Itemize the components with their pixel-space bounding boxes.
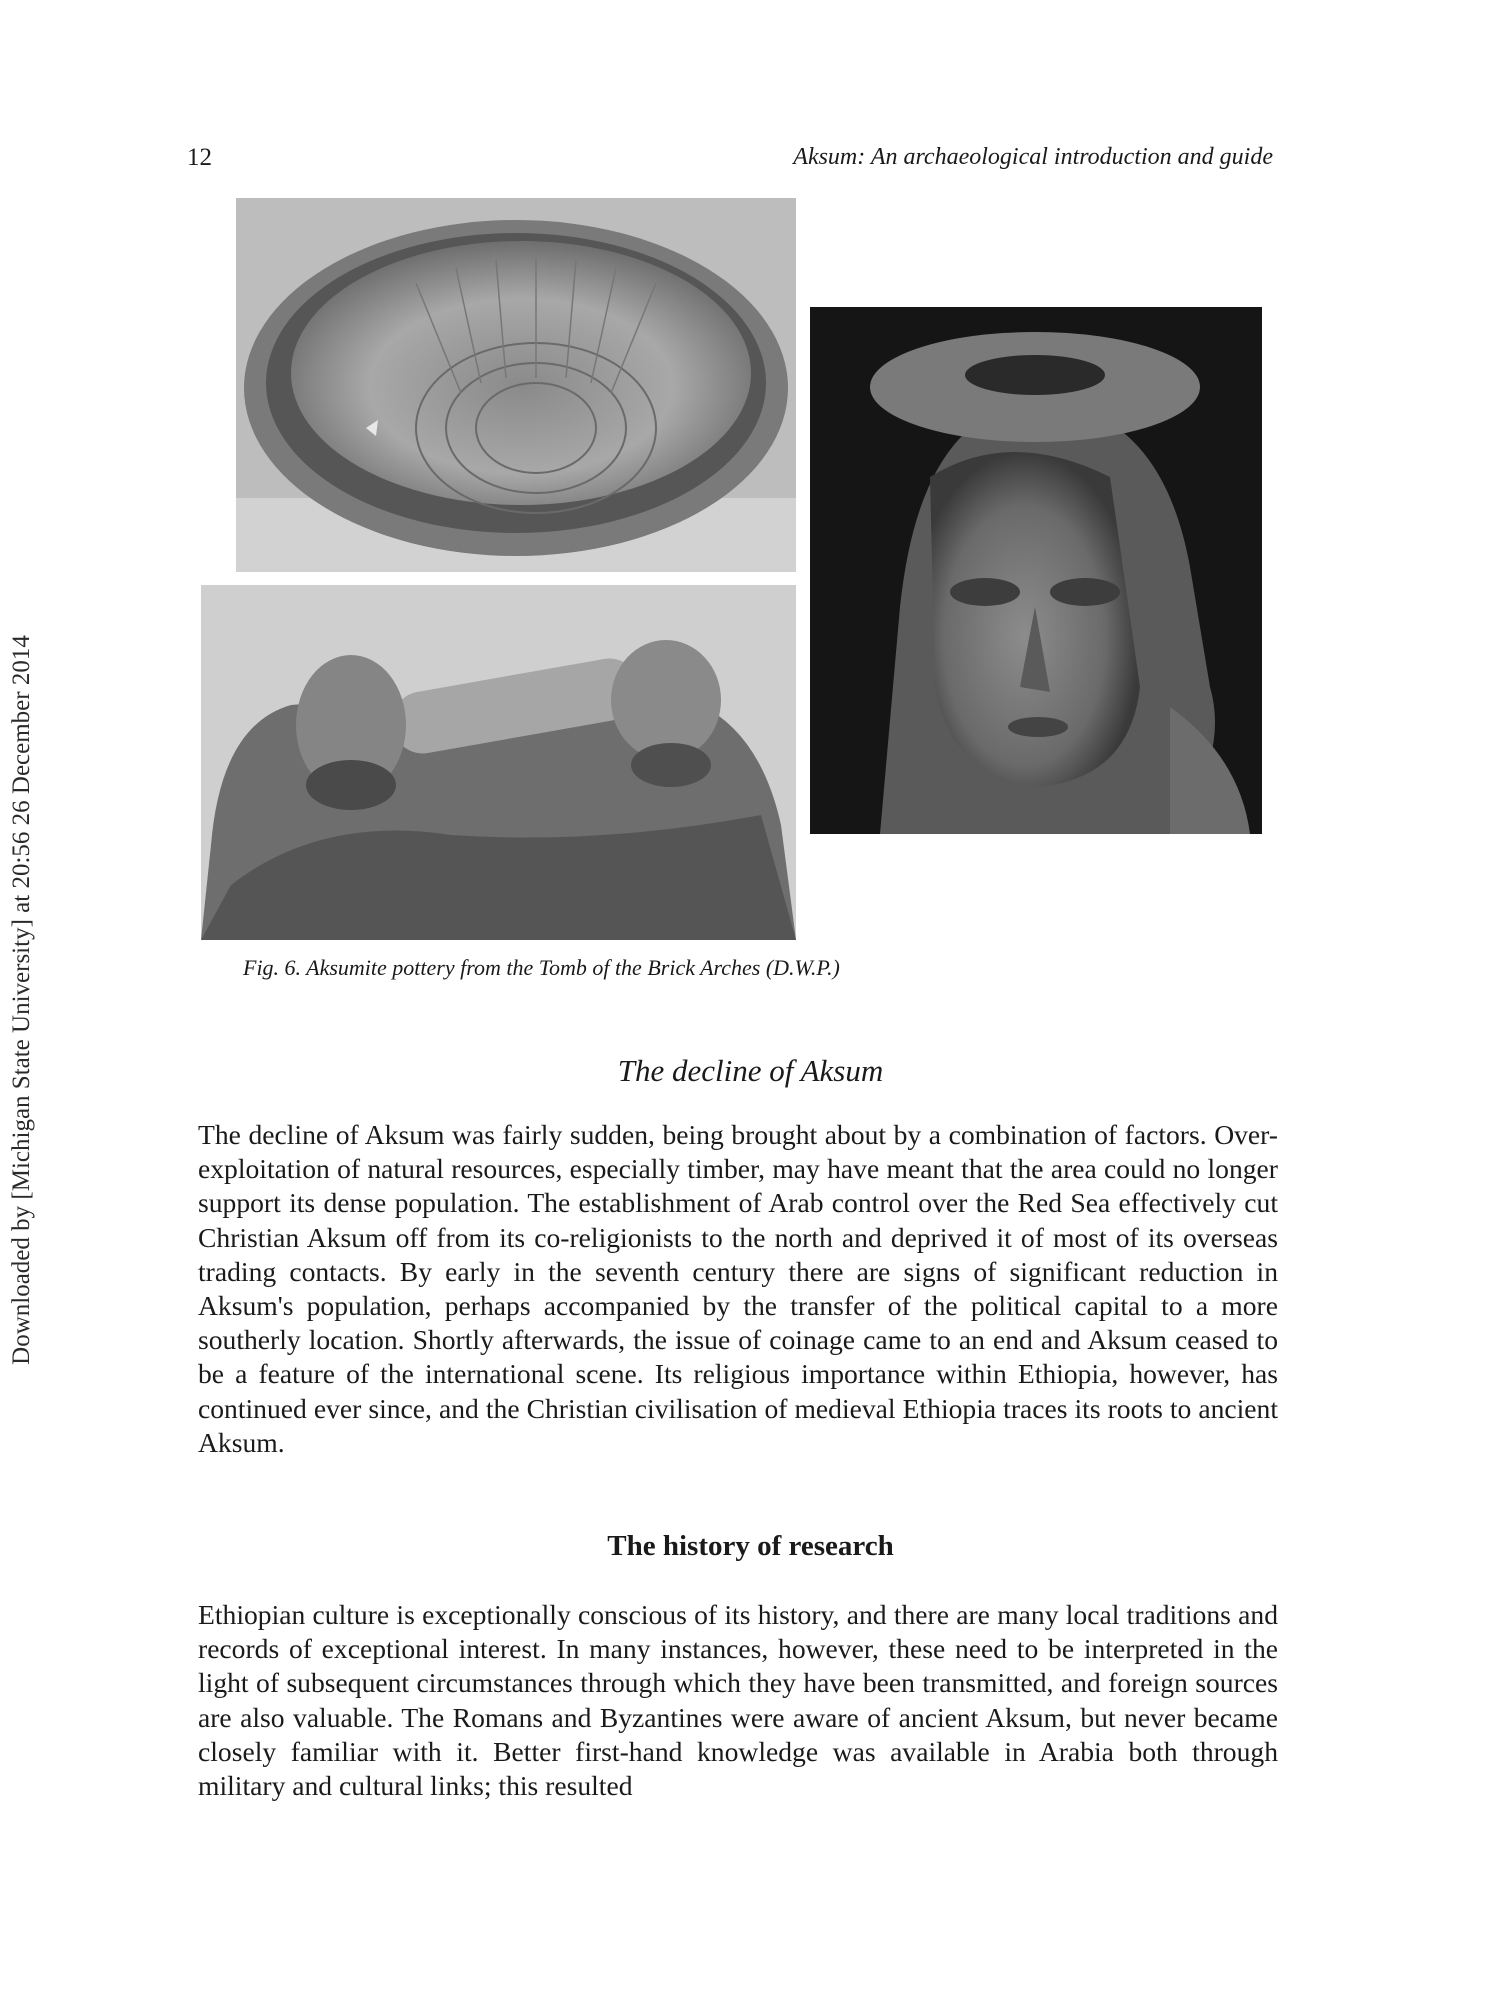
section-title-history: The history of research: [607, 1530, 894, 1562]
pottery-object-with-handle-photo: [201, 585, 796, 940]
page-number: 12: [187, 144, 212, 171]
running-head: Aksum: An archaeological introduction and guide: [793, 144, 1273, 170]
figure-caption: Fig. 6. Aksumite pottery from the Tomb of the Brick Arches (D.W.P.): [243, 955, 840, 980]
decorated-pottery-bowl-photo: [236, 198, 796, 572]
paragraph-decline: The decline of Aksum was fairly sudden, being brought about by a combination of factors. Over-exploitation of natural resources, especially timber, may have meant that the area could no longer support its dense population. The establishment of Arab control over the Red Sea effectively cut Christian Aksum off from its co-religionists to the north and deprived it of most of its overseas trading contacts. By early in the seventh century there are signs of significant reduction in Aksum's population, perhaps accompanied by the transfer of the political capital to a more southerly location. Shortly afterwards, the issue of coinage came to an end and Aksum ceased to be a feature of the international scene. Its religious importance within Ethiopia, however, has continued ever since, and the Christian civilisation of medieval Ethiopia traces its roots to ancient Aksum.: [198, 1119, 1278, 1458]
section-title-decline: The decline of Aksum: [617, 1053, 884, 1088]
download-watermark: Downloaded by [Michigan State University] at 20:56 26 December 2014: [8, 635, 35, 1365]
paragraph-history: Ethiopian culture is exceptionally conscious of its history, and there are many local traditions and records of exceptional interest. In many instances, however, these need to be interpreted in the light of subsequent circumstances through which they have been transmitted, and foreign sources are also valuable. The Romans and Byzantines were aware of ancient Aksum, but never became closely familiar with it. Better first-hand knowledge was available in Arabia both through military and cultural links; this resulted: [198, 1599, 1278, 1802]
pottery-head-vessel-photo: [810, 307, 1262, 834]
